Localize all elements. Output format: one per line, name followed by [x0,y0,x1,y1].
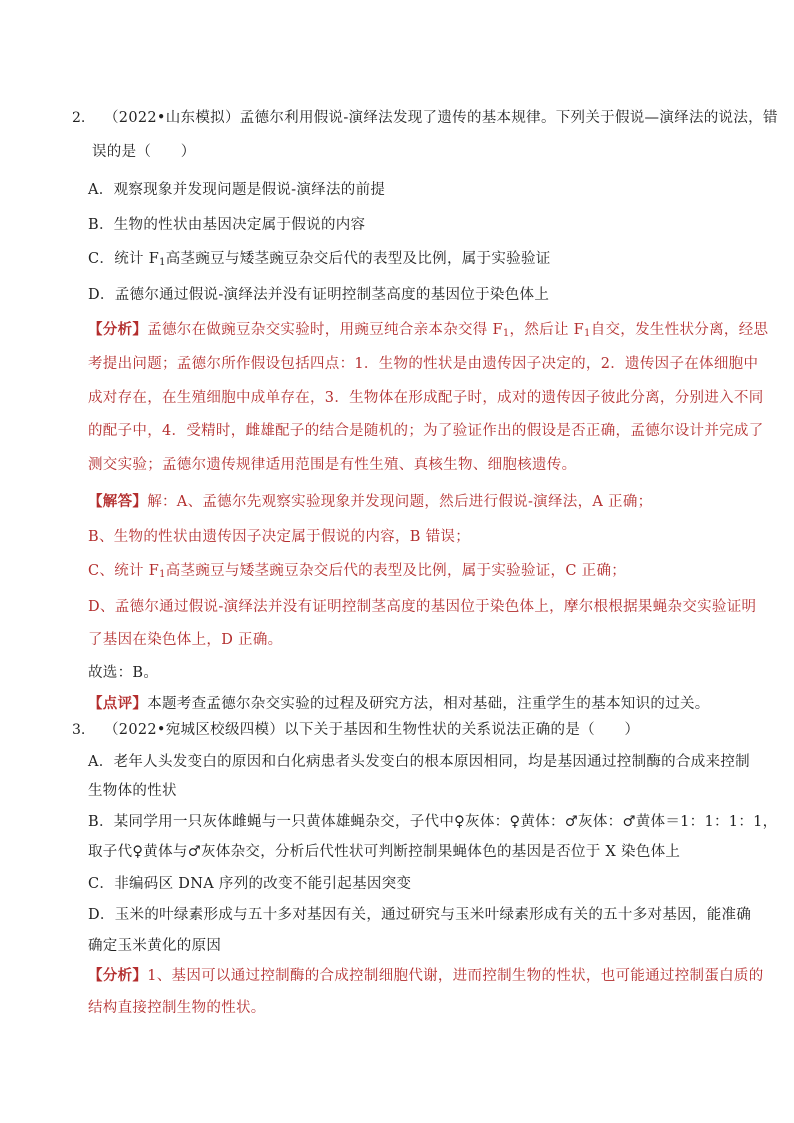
question-2-option-c-post: 高茎豌豆与矮茎豌豆杂交后代的表型及比例，属于实验验证 [165,251,551,267]
answer-3-post: 高茎豌豆与矮茎豌豆杂交后代的表型及比例，属于实验验证，C 正确； [165,563,627,579]
question-2-option-c-pre: C．统计 F [88,251,160,267]
analysis-text: 1、基因可以通过控制酶的合成控制细胞代谢，进而控制生物的性状，也可能通过控制蛋白质的 [147,968,764,984]
question-2-analysis-line-3: 成对存在，在生殖细胞中成单存在，3．生物体在形成配子时，成对的遗传因子彼此分离，分别进入不同 [88,390,764,406]
question-3-option-a-line-2: 生物体的性状 [88,783,177,799]
comment-text: 本题考查孟德尔杂交实验的过程及研究方法，相对基础，注重学生的基本知识的过关。 [147,696,710,712]
question-3-option-d-line-2: 确定玉米黄化的原因 [88,938,222,954]
question-3-option-b-line-2: 取子代♀黄体与♂灰体杂交，分析后代性状可判断控制果蝇体色的基因是否位于 X 染色体上 [88,844,681,860]
question-3-stem: （2022•宛城区校级四模）以下关于基因和生物性状的关系说法正确的是（ ） [104,722,640,738]
answer-text: 解：A、孟德尔先观察实验现象并发现问题，然后进行假说-演绎法，A 正确； [147,494,653,510]
question-2-option-b: B．生物的性状由基因决定属于假说的内容 [88,217,366,233]
question-2-analysis-line-5: 测交实验；孟德尔遗传规律适用范围是有性生殖、真核生物、细胞核遗传。 [88,457,577,473]
question-2-analysis-line-4: 的配子中，4．受精时，雌雄配子的结合是随机的；为了验证作出的假设是否正确，孟德尔设计并完成了 [88,423,764,439]
analysis-text-c: 自交，发生性状分离，经思 [590,322,769,338]
analysis-text-a: 孟德尔在做豌豆杂交实验时，用豌豆纯合亲本杂交得 F [147,322,503,338]
answer-tag: 【解答】 [88,493,148,510]
question-2-option-c [88,249,551,273]
question-2-stem-line-1: （2022•山东模拟）孟德尔利用假说-演绎法发现了遗传的基本规律。下列关于假说—演绎法的说法，错 [104,110,778,126]
question-2-conclusion: 故选：B。 [88,665,159,681]
question-2-answer-line-2: B、生物的性状由遗传因子决定属于假说的内容，B 错误； [88,529,471,545]
question-3-option-d-line-1: D．玉米的叶绿素形成与五十多对基因有关，通过研究与玉米叶绿素形成有关的五十多对基因，能准确 [88,907,752,923]
question-3-analysis-line-2: 结构直接控制生物的性状。 [88,1000,266,1016]
question-2-answer-line-3 [88,561,626,585]
question-2-analysis-line-2: 考提出问题；孟德尔所作假设包括四点：1．生物的性状是由遗传因子决定的，2．遗传因子在体细胞中 [88,356,759,372]
analysis-text-b: ，然后让 F [509,322,585,338]
question-2-option-a: A．观察现象并发现问题是假说-演绎法的前提 [88,182,386,198]
question-2-number: 2. [72,110,86,126]
analysis-tag: 【分析】 [88,321,148,338]
question-2-answer-line-1 [88,492,652,512]
subscript: 1 [159,569,166,580]
question-2-answer-line-4: D、孟德尔通过假说-演绎法并没有证明控制茎高度的基因位于染色体上，摩尔根根据果蝇杂交实验证明 [88,599,757,615]
answer-3-pre: C、统计 F [88,563,160,579]
subscript: 1 [502,328,510,339]
analysis-tag: 【分析】 [88,967,148,984]
subscript: 1 [584,328,591,339]
question-2-answer-line-5: 了基因在染色体上，D 正确。 [88,632,283,648]
question-2-stem-line-2: 误的是（ ） [92,144,196,160]
question-3-number: 3. [72,722,86,738]
question-2-option-d: D．孟德尔通过假说-演绎法并没有证明控制茎高度的基因位于染色体上 [88,287,550,303]
question-3-option-b-line-1: B．某同学用一只灰体雌蝇与一只黄体雄蝇杂交，子代中♀灰体：♀黄体：♂灰体：♂黄体＝1：1：1：1， [88,814,778,830]
question-3-option-c: C．非编码区 DNA 序列的改变不能引起基因突变 [88,876,412,892]
comment-tag: 【点评】 [88,695,148,712]
subscript: 1 [159,257,166,268]
question-3-option-a-line-1: A．老年人头发变白的原因和白化病患者头发变白的根本原因相同，均是基因通过控制酶的合成来控制 [88,754,750,770]
question-3-analysis-line-1 [88,966,764,986]
question-2-analysis-line-1 [88,320,768,344]
question-2-comment [88,694,710,714]
